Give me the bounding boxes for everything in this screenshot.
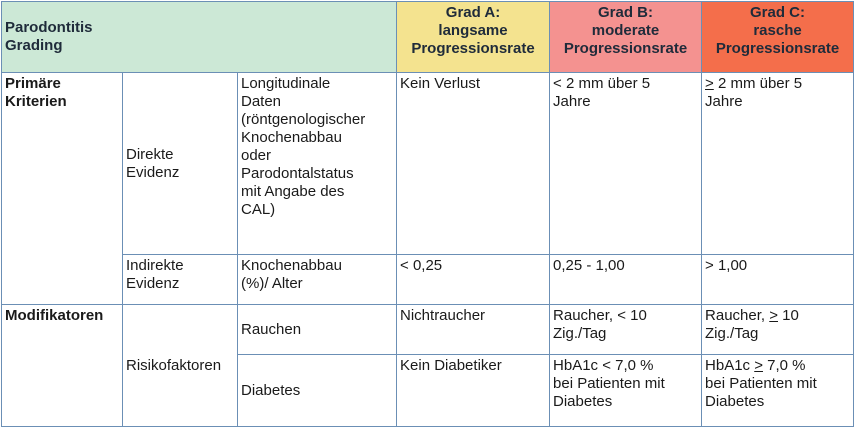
indirect-evidence-category: Indirekte Evidenz <box>123 255 238 305</box>
grade-b-title: Grad B: <box>598 4 654 21</box>
smoking-grade-b: Raucher, < 10 Zig./Tag <box>550 305 702 355</box>
diabetes-grade-a: Kein Diabetiker <box>397 355 550 427</box>
table-title <box>2 2 397 73</box>
grade-a-rate: Progressionsrate <box>411 40 535 57</box>
indirect-evidence-grade-b: 0,25 - 1,00 <box>550 255 702 305</box>
grade-a-subtitle: langsame <box>438 22 508 39</box>
grade-c-header <box>702 2 854 73</box>
header-row <box>2 2 854 73</box>
grade-a-title: Grad A: <box>445 4 501 21</box>
primary-criteria-label: Primäre Kriterien <box>2 73 123 305</box>
grade-b-header <box>550 2 702 73</box>
grade-b-rate: Progressionsrate <box>563 40 688 57</box>
table-title-line2: Grading <box>5 37 63 54</box>
grade-c-rate: Progressionsrate <box>715 40 840 57</box>
direct-evidence-grade-c: > 2 mm über 5 Jahre <box>702 73 854 255</box>
table-row-indirect-evidence <box>2 255 854 305</box>
diabetes-measure: Diabetes <box>238 355 397 427</box>
direct-evidence-measure: Longitudinale Daten (röntgenologischer Knochenabbau oder Parodontalstatus mit Angabe des CAL) <box>238 73 397 255</box>
diabetes-grade-b: HbA1c < 7,0 % bei Patienten mit Diabetes <box>550 355 702 427</box>
indirect-evidence-grade-a: < 0,25 <box>397 255 550 305</box>
table-row-smoking <box>2 305 854 355</box>
direct-evidence-grade-a: Kein Verlust <box>397 73 550 255</box>
risk-factors-category: Risikofaktoren <box>123 305 238 427</box>
table-title-line1: Parodontitis <box>5 19 93 36</box>
direct-evidence-category: Direkte Evidenz <box>123 73 238 255</box>
indirect-evidence-grade-c: > 1,00 <box>702 255 854 305</box>
direct-evidence-grade-b: < 2 mm über 5 Jahre <box>550 73 702 255</box>
smoking-measure: Rauchen <box>238 305 397 355</box>
smoking-grade-a: Nichtraucher <box>397 305 550 355</box>
grade-c-title: Grad C: <box>750 4 806 21</box>
grading-table <box>1 1 854 427</box>
smoking-grade-c: Raucher, > 10 Zig./Tag <box>702 305 854 355</box>
modifiers-label: Modifikatoren <box>2 305 123 427</box>
grade-c-subtitle: rasche <box>753 22 802 39</box>
grade-b-subtitle: moderate <box>591 22 660 39</box>
indirect-evidence-measure: Knochenabbau (%)/ Alter <box>238 255 397 305</box>
table-row-direct-evidence <box>2 73 854 255</box>
grade-a-header <box>397 2 550 73</box>
diabetes-grade-c: HbA1c > 7,0 % bei Patienten mit Diabetes <box>702 355 854 427</box>
